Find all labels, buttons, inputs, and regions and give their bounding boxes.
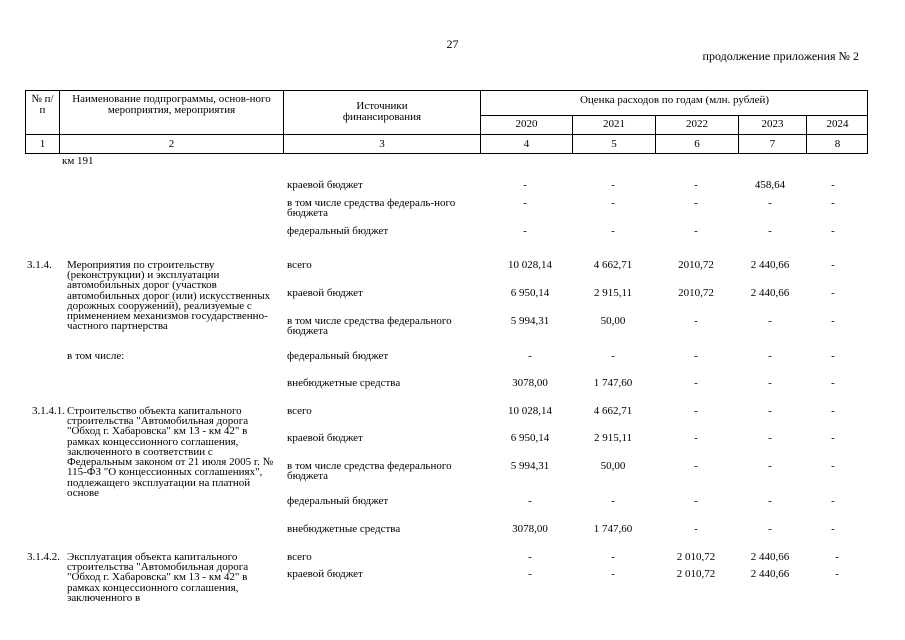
value-cell: - bbox=[528, 568, 532, 580]
value-cell: - bbox=[694, 495, 698, 507]
source-label: всего bbox=[287, 551, 312, 563]
value-cell: - bbox=[528, 551, 532, 563]
header-year: 2022 bbox=[686, 118, 708, 130]
header-divider bbox=[26, 134, 867, 135]
value-cell: 2 440,66 bbox=[750, 551, 790, 563]
value-cell: 4 662,71 bbox=[593, 405, 633, 417]
value-cell: - bbox=[694, 432, 698, 444]
value-cell: - bbox=[831, 350, 835, 362]
page-number: 27 bbox=[446, 37, 459, 51]
value-cell: 1 747,60 bbox=[593, 523, 633, 535]
source-label: в том числе средства федерального бюджета bbox=[287, 460, 452, 483]
column-number: 4 bbox=[523, 138, 530, 150]
value-cell: 50,00 bbox=[600, 315, 626, 327]
item-name: Эксплуатация объекта капитального строительства "Автомобильная дорога "Обход г. Хабаровска" км 13 - км 42" в рамках концессионного соглашения, заключенного в bbox=[67, 551, 249, 604]
value-cell: - bbox=[768, 377, 772, 389]
header-year: 2020 bbox=[515, 118, 538, 130]
including-label: в том числе: bbox=[67, 350, 125, 362]
value-cell: 5 994,31 bbox=[510, 315, 550, 327]
value-cell: - bbox=[694, 225, 698, 237]
value-cell: 2 440,66 bbox=[750, 568, 790, 580]
source-label: в том числе средства федерального бюджета bbox=[287, 315, 452, 338]
value-cell: - bbox=[694, 197, 698, 209]
value-cell: - bbox=[611, 225, 615, 237]
item-number: 3.1.4. bbox=[27, 259, 52, 271]
value-cell: 458,64 bbox=[754, 179, 786, 191]
value-cell: - bbox=[523, 225, 527, 237]
value-cell: - bbox=[528, 495, 532, 507]
value-cell: 6 950,14 bbox=[510, 432, 550, 444]
source-label: федеральный бюджет bbox=[287, 350, 389, 362]
value-cell: - bbox=[694, 350, 698, 362]
value-cell: - bbox=[831, 197, 835, 209]
source-label: краевой бюджет bbox=[287, 179, 363, 191]
value-cell: - bbox=[768, 197, 772, 209]
value-cell: - bbox=[768, 315, 772, 327]
value-cell: - bbox=[768, 350, 772, 362]
source-label: краевой бюджет bbox=[287, 287, 363, 299]
source-label: федеральный бюджет bbox=[287, 495, 389, 507]
value-cell: - bbox=[694, 315, 698, 327]
value-cell: 2 915,11 bbox=[593, 432, 633, 444]
column-number: 2 bbox=[168, 138, 175, 150]
header-name: Наименование подпрограммы, основ-ного мероприятия, мероприятия bbox=[72, 93, 271, 116]
value-cell: 2 440,66 bbox=[750, 287, 790, 299]
source-label: всего bbox=[287, 405, 312, 417]
column-number: 5 bbox=[611, 138, 617, 150]
value-cell: - bbox=[831, 225, 835, 237]
carry-over-name: км 191 bbox=[62, 155, 94, 167]
header-year: 2021 bbox=[603, 118, 625, 130]
source-label: краевой бюджет bbox=[287, 432, 363, 444]
value-cell: - bbox=[835, 568, 839, 580]
value-cell: - bbox=[611, 568, 615, 580]
value-cell: 2 915,11 bbox=[593, 287, 633, 299]
column-number: 7 bbox=[769, 138, 776, 150]
table-header bbox=[25, 90, 868, 154]
value-cell: - bbox=[768, 225, 772, 237]
value-cell: - bbox=[611, 197, 615, 209]
value-cell: - bbox=[768, 495, 772, 507]
value-cell: 2010,72 bbox=[678, 287, 714, 299]
source-label: федеральный бюджет bbox=[287, 225, 389, 237]
value-cell: - bbox=[831, 287, 835, 299]
value-cell: - bbox=[831, 460, 835, 472]
value-cell: 4 662,71 bbox=[593, 259, 633, 271]
value-cell: 2 010,72 bbox=[676, 568, 716, 580]
value-cell: - bbox=[611, 551, 615, 563]
value-cell: - bbox=[694, 179, 698, 191]
item-name: Строительство объекта капитального строительства "Автомобильная дорога "Обход г. Хабаровска" км 13 - км 42" в рамках концессионного соглашения, заключенного в соответствии с Федеральным законом от 21 июля 2005 г. № 115-ФЗ "О концессионных соглашениях", подлежащего эксплуатации на платной основе bbox=[67, 405, 274, 499]
value-cell: 3078,00 bbox=[512, 377, 548, 389]
column-number: 8 bbox=[834, 138, 841, 150]
header-estimate: Оценка расходов по годам (млн. рублей) bbox=[579, 94, 770, 106]
value-cell: 3078,00 bbox=[512, 523, 548, 535]
header-year: 2024 bbox=[826, 118, 849, 130]
value-cell: 1 747,60 bbox=[593, 377, 633, 389]
value-cell: - bbox=[611, 495, 615, 507]
value-cell: - bbox=[528, 350, 532, 362]
item-number: 3.1.4.1. bbox=[32, 405, 65, 417]
item-number: 3.1.4.2. bbox=[27, 551, 60, 563]
appendix-continuation-label: продолжение приложения № 2 bbox=[702, 49, 859, 63]
value-cell: - bbox=[831, 523, 835, 535]
value-cell: - bbox=[831, 259, 835, 271]
value-cell: 50,00 bbox=[600, 460, 626, 472]
value-cell: - bbox=[694, 523, 698, 535]
value-cell: - bbox=[523, 197, 527, 209]
value-cell: - bbox=[835, 551, 839, 563]
value-cell: - bbox=[831, 179, 835, 191]
value-cell: - bbox=[768, 432, 772, 444]
header-source: Источники финансирования bbox=[342, 100, 422, 123]
value-cell: 2010,72 bbox=[678, 259, 714, 271]
value-cell: 2 440,66 bbox=[750, 259, 790, 271]
value-cell: - bbox=[831, 432, 835, 444]
header-divider bbox=[480, 115, 867, 116]
value-cell: - bbox=[831, 377, 835, 389]
value-cell: 10 028,14 bbox=[508, 259, 552, 271]
value-cell: - bbox=[768, 523, 772, 535]
source-label: внебюджетные средства bbox=[287, 523, 401, 535]
header-year: 2023 bbox=[761, 118, 784, 130]
value-cell: - bbox=[831, 315, 835, 327]
column-number: 3 bbox=[379, 138, 385, 150]
value-cell: 2 010,72 bbox=[676, 551, 716, 563]
source-label: внебюджетные средства bbox=[287, 377, 401, 389]
source-label: в том числе средства федераль-ного бюджета bbox=[287, 197, 456, 220]
column-number: 1 bbox=[39, 138, 46, 150]
value-cell: 5 994,31 bbox=[510, 460, 550, 472]
value-cell: - bbox=[831, 405, 835, 417]
header-num: № п/п bbox=[31, 93, 54, 116]
value-cell: - bbox=[768, 460, 772, 472]
value-cell: - bbox=[768, 405, 772, 417]
value-cell: - bbox=[611, 350, 615, 362]
value-cell: - bbox=[523, 179, 527, 191]
value-cell: - bbox=[694, 405, 698, 417]
value-cell: - bbox=[694, 460, 698, 472]
value-cell: 6 950,14 bbox=[510, 287, 550, 299]
item-name: Мероприятия по строительству (реконструкции) и эксплуатации автомобильных дорог (участков автомобильных дорог (или) искусственных дорожных сооружений), реализуемые с применением механизмов государственно-частного партнерства bbox=[67, 259, 271, 333]
value-cell: - bbox=[831, 495, 835, 507]
source-label: всего bbox=[287, 259, 312, 271]
value-cell: - bbox=[611, 179, 615, 191]
value-cell: - bbox=[694, 377, 698, 389]
value-cell: 10 028,14 bbox=[508, 405, 552, 417]
column-number: 6 bbox=[694, 138, 700, 150]
source-label: краевой бюджет bbox=[287, 568, 363, 580]
